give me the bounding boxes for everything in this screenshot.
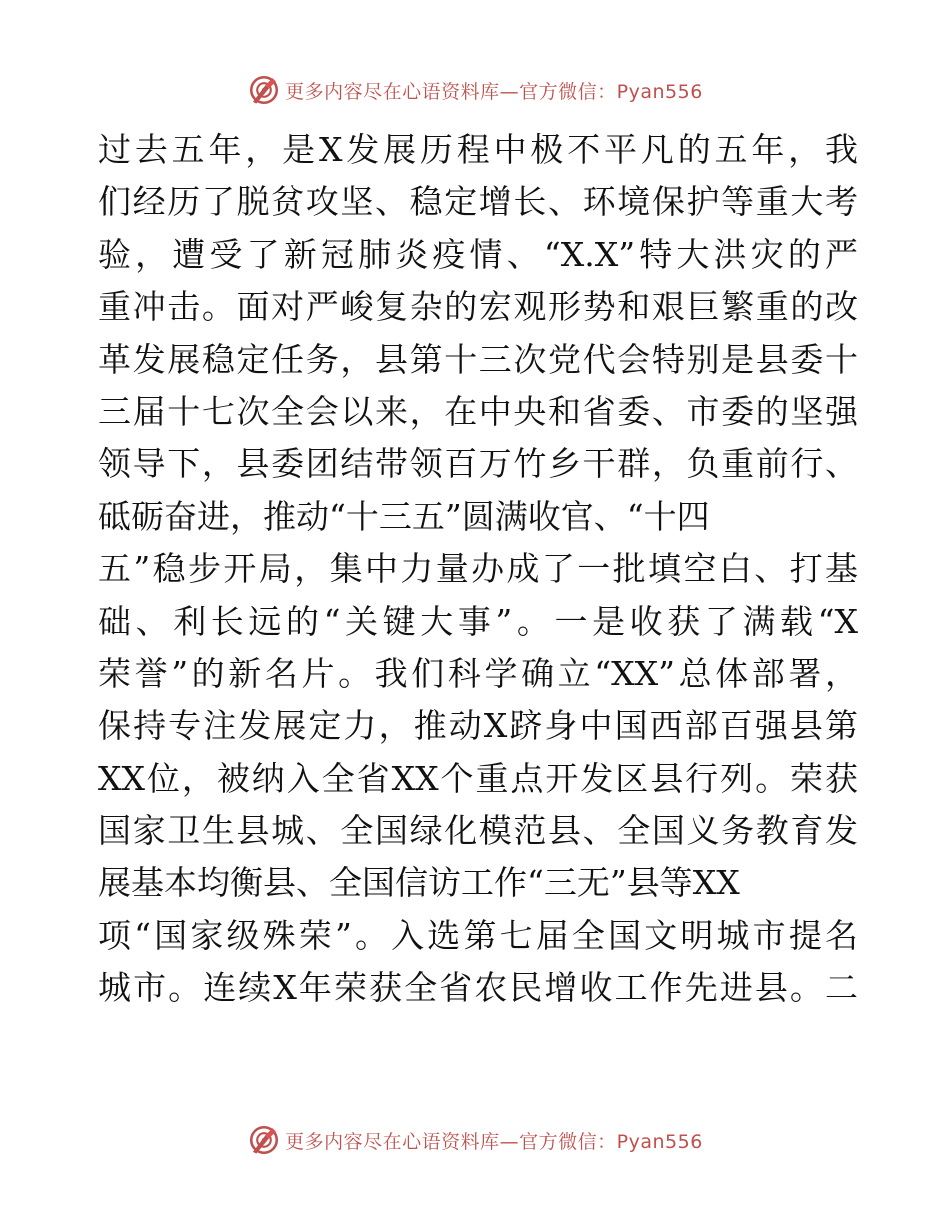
footer-watermark-banner bbox=[0, 1122, 950, 1158]
text-line: 国家卫生县城、全国绿化模范县、全国义务教育发 bbox=[98, 811, 858, 851]
footer-banner-text: 更多内容尽在心语资料库—官方微信：Pyan556 bbox=[285, 1130, 703, 1153]
text-line: 过去五年，是X发展历程中极不平凡的五年，我 bbox=[98, 130, 858, 169]
text-line: 领导下，县委团结带领百万竹乡干群，负重前行、 bbox=[98, 444, 858, 484]
text-line: 城市。连续X年荣获全省农民增收工作先进县。二 bbox=[98, 968, 858, 1008]
text-line: 们经历了脱贫攻坚、稳定增长、环境保护等重大考 bbox=[98, 182, 858, 222]
text-line: 五”稳步开局，集中力量办成了一批填空白、打基 bbox=[98, 549, 858, 589]
footer-watermark bbox=[247, 1123, 703, 1157]
text-line: 三届十七次全会以来，在中央和省委、市委的坚强 bbox=[98, 391, 858, 431]
text-line: 革发展稳定任务，县第十三次党代会特别是县委十 bbox=[98, 339, 858, 379]
brand-logo-icon bbox=[247, 1123, 281, 1157]
text-line: 验，遭受了新冠肺炎疫情、“X.X”特大洪灾的严 bbox=[98, 234, 858, 274]
header-watermark-banner bbox=[0, 72, 950, 108]
header-watermark bbox=[247, 73, 703, 107]
text-line: XX位，被纳入全省XX个重点开发区县行列。荣获 bbox=[98, 758, 858, 798]
header-banner-text: 更多内容尽在心语资料库—官方微信：Pyan556 bbox=[285, 80, 703, 103]
text-line: 础、利长远的“关键大事”。一是收获了满载“X bbox=[98, 601, 858, 641]
text-line: 重冲击。面对严峻复杂的宏观形势和艰巨繁重的改 bbox=[98, 287, 858, 327]
text-line: 展基本均衡县、全国信访工作“三无”县等XX bbox=[98, 863, 740, 903]
text-line: 荣誉”的新名片。我们科学确立“XX”总体部署， bbox=[98, 653, 858, 693]
text-line: 项“国家级殊荣”。入选第七届全国文明城市提名 bbox=[98, 915, 858, 955]
document-body bbox=[98, 124, 858, 1015]
text-line: 砥砺奋进，推动“十三五”圆满收官、“十四 bbox=[98, 496, 710, 536]
brand-logo-icon bbox=[247, 73, 281, 107]
text-line: 保持专注发展定力，推动X跻身中国西部百强县第 bbox=[98, 706, 858, 746]
